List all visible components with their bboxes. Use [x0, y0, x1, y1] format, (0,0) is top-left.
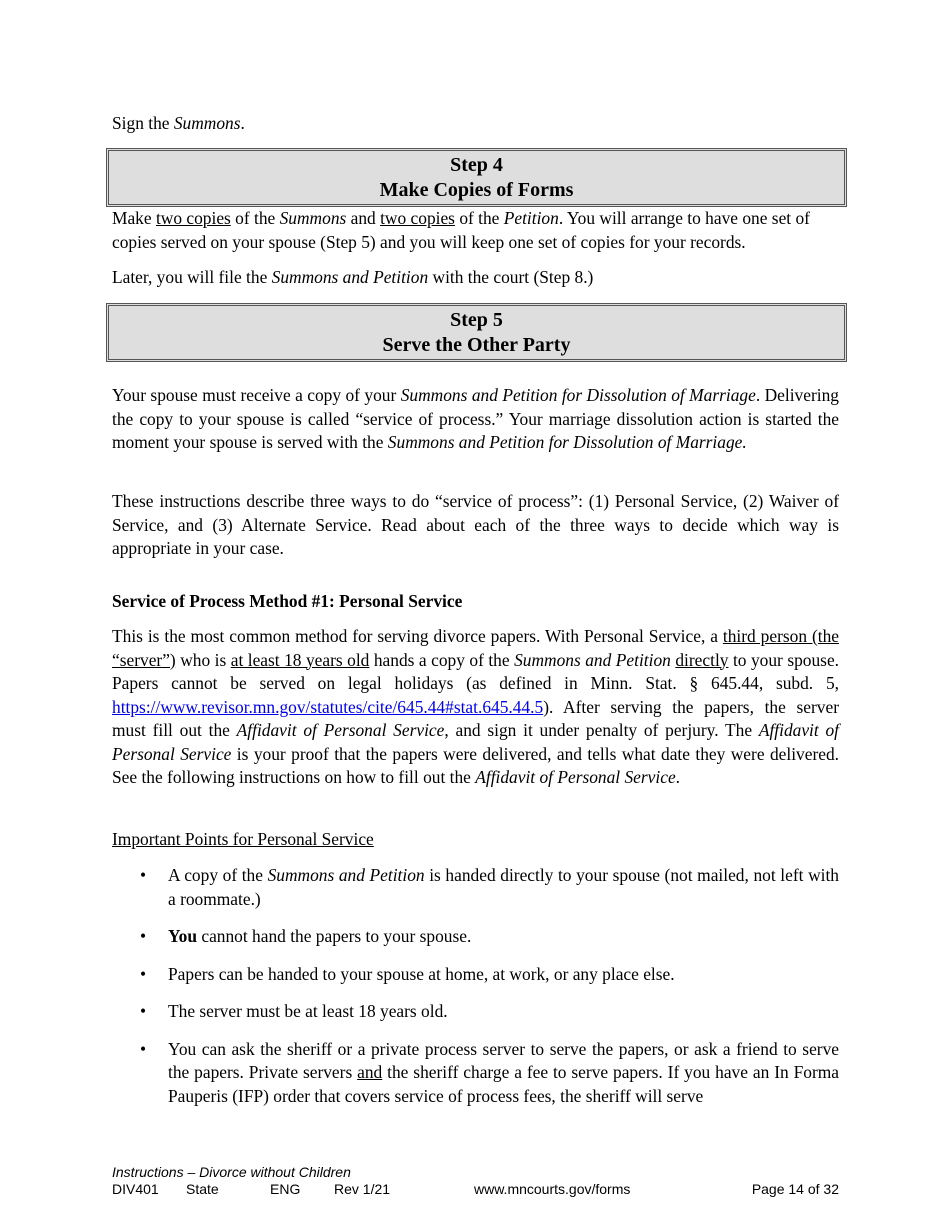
spouse-receive-paragraph: Your spouse must receive a copy of your Summons and Petition for Dissolution of Marriage. Delivering the copy to your spouse is called “service of process.” Your marriage dissolution action is started the moment your spouse is served with the Summons and Petition for Dissolution of Marriage.	[112, 385, 839, 452]
step4-title: Step 4	[450, 154, 503, 176]
form-revision: Rev 1/21	[334, 1181, 391, 1197]
page-footer	[112, 1164, 839, 1198]
list-item: • The server must be at least 18 years old.	[112, 1000, 839, 1024]
bullet-icon: •	[140, 1001, 147, 1021]
footer-title: Instructions – Divorce without Children	[112, 1164, 351, 1180]
copies-paragraph: Make two copies of the Summons and two copies of the Petition. You will arrange to have one set of copies served on your spouse (Step 5) and you will keep one set of copies for your records.	[112, 208, 810, 252]
three-ways-paragraph: These instructions describe three ways to do “service of process”: (1) Personal Service, (2) Waiver of Service, and (3) Alternate Service. Read about each of the three ways to decide which way is appropriate in your case.	[112, 491, 839, 558]
bullet-icon: •	[140, 963, 147, 984]
form-language: ENG	[270, 1181, 301, 1197]
bullet-icon: •	[140, 926, 147, 946]
bullet-icon: •	[140, 865, 147, 885]
list-item: • You cannot hand the papers to your spouse.	[112, 925, 839, 949]
sign-summons-line: Sign the Summons.	[112, 113, 245, 133]
file-later-paragraph: Later, you will file the Summons and Petition with the court (Step 8.)	[112, 267, 594, 287]
list-item: • A copy of the Summons and Petition is handed directly to your spouse (not mailed, not left with a roommate.)	[140, 865, 839, 909]
bullet-icon: •	[140, 1038, 147, 1059]
footer-row	[112, 1181, 839, 1198]
forms-url: www.mncourts.gov/forms	[474, 1181, 631, 1197]
important-points-list	[112, 864, 839, 1122]
form-code: DIV401	[112, 1181, 159, 1197]
page-number: Page 14 of 32	[751, 1181, 839, 1197]
list-item: • You can ask the sheriff or a private process server to serve the papers, or ask a friend to serve the papers. Private servers and the sheriff charge a fee to serve papers. If you have an In Forma Pauperis (IFP) order that covers service of process fees, the sheriff will serve	[140, 1038, 839, 1106]
list-item: • Papers can be handed to your spouse at home, at work, or any place else.	[112, 963, 839, 987]
revisor-statute-link[interactable]: https://www.revisor.mn.gov/statutes/cite/645.44#stat.645.44.5	[112, 696, 544, 717]
step4-subtitle: Make Copies of Forms	[379, 179, 574, 201]
step5-title: Step 5	[450, 309, 503, 331]
step4-header	[106, 148, 847, 207]
step5-subtitle: Serve the Other Party	[382, 334, 571, 356]
method1-heading: Service of Process Method #1: Personal Service	[112, 591, 463, 611]
form-state: State	[186, 1181, 219, 1197]
step5-header	[106, 303, 847, 362]
personal-service-paragraph: This is the most common method for serving divorce papers. With Personal Service, a third person (the “server”) who is at least 18 years old hands a copy of the Summons and Petition directly to your spouse. Papers cannot be served on legal holidays (as defined in Minn. Stat. § 645.44, subd. 5, https://www.revisor.mn.gov/statutes/cite/645.44#stat.645.44.5). After serving the papers, the server must fill out the Affidavit of Personal Service, and sign it under penalty of perjury. The Affidavit of Personal Service is your proof that the papers were delivered, and tells what date they were delivered. See the following instructions on how to fill out the Affidavit of Personal Service.	[112, 626, 840, 787]
important-points-heading: Important Points for Personal Service	[112, 829, 374, 849]
